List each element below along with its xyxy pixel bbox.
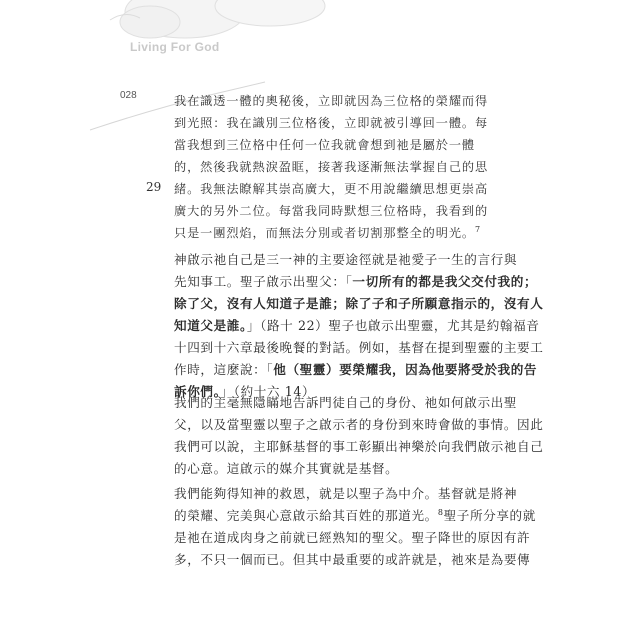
paragraph-line: 除了父，沒有人知道子是誰；除了子和子所願意指示的，沒有人 bbox=[174, 296, 544, 311]
paragraph-3 bbox=[174, 483, 536, 571]
text: 作時，這麼說：「 bbox=[174, 362, 274, 377]
page-number: 028 bbox=[120, 90, 137, 101]
paragraph-line: 十四到十六章最後晚餐的對話。例如，基督在提到聖靈的主要工 bbox=[174, 340, 544, 355]
paragraph-line: 多，不只一個而已。但其中最重要的或許就是，祂來是為要傳 bbox=[174, 552, 531, 567]
quote-line: 的，然後我就熱淚盈眶，接著我逐漸無法掌握自己的思 bbox=[174, 160, 489, 174]
margin-reference-number: 29 bbox=[146, 180, 162, 194]
paragraph-line: 我們可以說，主耶穌基督的事工彰顯出神樂於向我們啟示祂自己 bbox=[174, 439, 544, 454]
paragraph-line: 是祂在道成肉身之前就已經熟知的聖父。聖子降世的原因有許 bbox=[174, 530, 531, 545]
quote-text: 只是一團烈焰，而無法分別或者切割那整全的明光。 bbox=[174, 226, 476, 240]
paragraph-line bbox=[174, 359, 538, 381]
paragraph-line: 我們的主毫無隱瞞地告訴門徒自己的身份、祂如何啟示出聖 bbox=[174, 395, 518, 410]
quote-line: 當我想到三位格中任何一位我就會想到祂是屬於一體 bbox=[174, 138, 476, 152]
text: 」 bbox=[220, 384, 234, 399]
paragraph-line bbox=[174, 505, 536, 527]
running-head: Living For God bbox=[130, 40, 220, 54]
block-quote bbox=[174, 90, 494, 244]
quote-line: 緒。我無法瞭解其崇高廣大，更不用說繼續思想更崇高 bbox=[174, 182, 489, 196]
quote-line: 廣大的另外二位。每當我同時默想三位格時，我看到的 bbox=[174, 204, 489, 218]
paragraph-line: 父，以及當聖靈以聖子之啟示者的身份到來時會做的事情。因此 bbox=[174, 417, 544, 432]
text: 聖子所分享的就 bbox=[443, 508, 536, 523]
bold-quote: 知道父是誰。 bbox=[174, 318, 247, 333]
bold-quote: 訴你們。 bbox=[174, 384, 221, 399]
paragraph-line bbox=[174, 271, 538, 293]
text: 先知事工。聖子啟示出聖父：「 bbox=[174, 274, 353, 289]
paragraph-2 bbox=[174, 392, 544, 480]
text: 」（路十 22）聖子也啟示出聖靈，尤其是約翰福音 bbox=[246, 318, 540, 333]
paragraph-line bbox=[174, 315, 540, 337]
footnote-marker: 8 bbox=[437, 507, 444, 517]
quote-line bbox=[174, 222, 494, 244]
footnote-marker: 7 bbox=[475, 224, 482, 234]
bold-quote: 他（聖靈）要榮耀我，因為他要將受於我的告 bbox=[273, 362, 538, 377]
paragraph-line: 神啟示祂自己是三一神的主要途徑就是祂愛子一生的言行與 bbox=[174, 252, 518, 267]
text: （約十六 14） bbox=[233, 384, 316, 399]
quote-line: 到光照：我在識別三位格後，立即就被引導回一體。每 bbox=[174, 116, 489, 130]
paragraph-line: 我們能夠得知神的救恩，就是以聖子為中介。基督就是將神 bbox=[174, 486, 518, 501]
text: 的榮耀、完美與心意啟示給其百姓的那道光。 bbox=[174, 508, 438, 523]
quote-line: 我在識透一體的奧秘後，立即就因為三位格的榮耀而得 bbox=[174, 94, 489, 108]
paragraph-line: 的心意。這啟示的媒介其實就是基督。 bbox=[174, 461, 399, 476]
bold-quote: 一切所有的都是我父交付我的； bbox=[352, 274, 538, 289]
